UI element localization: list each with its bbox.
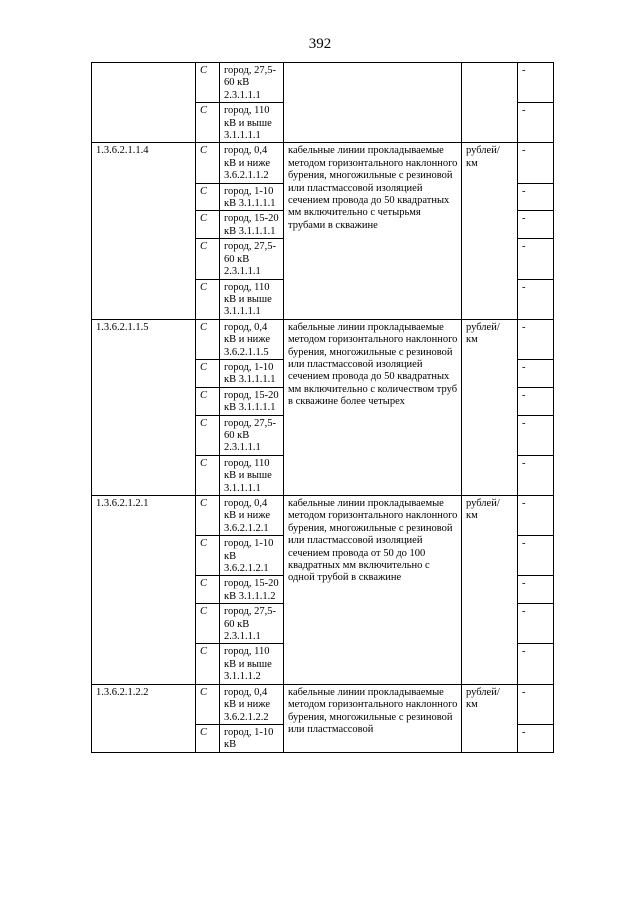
unit-cell: рублей/ км xyxy=(462,319,518,495)
tariff-table xyxy=(91,62,554,753)
code-cell: 1.3.6.2.1.2.1 xyxy=(92,496,196,685)
unit-cell: рублей/ км xyxy=(462,684,518,752)
area-cell: город, 110 кВ и выше 3.1.1.1.2 xyxy=(220,644,284,684)
value-cell: - xyxy=(518,604,554,644)
unit-cell xyxy=(462,63,518,143)
unit-cell: рублей/ км xyxy=(462,143,518,319)
area-cell: город, 1-10 кВ 3.1.1.1.1 xyxy=(220,183,284,211)
category-cell: С xyxy=(196,415,220,455)
area-cell: город, 0,4 кВ и ниже 3.6.2.1.1.5 xyxy=(220,319,284,359)
area-cell: город, 15-20 кВ 3.1.1.1.1 xyxy=(220,387,284,415)
value-cell: - xyxy=(518,279,554,319)
category-cell: С xyxy=(196,183,220,211)
value-cell: - xyxy=(518,359,554,387)
area-cell: город, 27,5-60 кВ 2.3.1.1.1 xyxy=(220,239,284,279)
table-row xyxy=(92,684,554,724)
category-cell: С xyxy=(196,576,220,604)
area-cell: город, 1-10 кВ 3.1.1.1.1 xyxy=(220,359,284,387)
category-cell: С xyxy=(196,319,220,359)
value-cell: - xyxy=(518,496,554,536)
value-cell: - xyxy=(518,724,554,752)
category-cell: С xyxy=(196,604,220,644)
value-cell: - xyxy=(518,684,554,724)
category-cell: С xyxy=(196,536,220,576)
table-row xyxy=(92,143,554,183)
page-number: 392 xyxy=(308,36,332,52)
category-cell: С xyxy=(196,239,220,279)
value-cell: - xyxy=(518,319,554,359)
category-cell: С xyxy=(196,103,220,143)
area-cell: город, 1-10 кВ 3.6.2.1.2.1 xyxy=(220,536,284,576)
description-cell: кабельные линии прокладываемые методом горизонтального наклонного бурения, многожильные с резиновой или пластмассовой xyxy=(284,684,462,752)
category-cell: С xyxy=(196,496,220,536)
code-cell: 1.3.6.2.1.1.4 xyxy=(92,143,196,319)
category-cell: С xyxy=(196,143,220,183)
value-cell: - xyxy=(518,183,554,211)
category-cell: С xyxy=(196,644,220,684)
unit-cell: рублей/ км xyxy=(462,496,518,685)
value-cell: - xyxy=(518,455,554,495)
value-cell: - xyxy=(518,211,554,239)
category-cell: С xyxy=(196,63,220,103)
area-cell: город, 15-20 кВ 3.1.1.1.1 xyxy=(220,211,284,239)
category-cell: С xyxy=(196,279,220,319)
area-cell: город, 27,5-60 кВ 2.3.1.1.1 xyxy=(220,604,284,644)
area-cell: город, 15-20 кВ 3.1.1.1.2 xyxy=(220,576,284,604)
value-cell: - xyxy=(518,415,554,455)
table-row xyxy=(92,319,554,359)
code-cell xyxy=(92,63,196,143)
description-cell: кабельные линии прокладываемые методом горизонтального наклонного бурения, многожильные с резиновой или пластмассовой изоляцией сечением провода от 50 до 100 квадратных мм включительно с одной трубой в скважине xyxy=(284,496,462,685)
code-cell: 1.3.6.2.1.2.2 xyxy=(92,684,196,752)
value-cell: - xyxy=(518,644,554,684)
category-cell: С xyxy=(196,455,220,495)
category-cell: С xyxy=(196,211,220,239)
category-cell: С xyxy=(196,359,220,387)
area-cell: город, 110 кВ и выше 3.1.1.1.1 xyxy=(220,103,284,143)
value-cell: - xyxy=(518,387,554,415)
table-row xyxy=(92,63,554,103)
description-cell: кабельные линии прокладываемые методом горизонтального наклонного бурения, многожильные с резиновой или пластмассовой изоляцией сечением провода до 50 квадратных мм включительно с количеством труб в скважине более четырех xyxy=(284,319,462,495)
area-cell: город, 27,5-60 кВ 2.3.1.1.1 xyxy=(220,63,284,103)
value-cell: - xyxy=(518,536,554,576)
area-cell: город, 1-10 кВ xyxy=(220,724,284,752)
area-cell: город, 110 кВ и выше 3.1.1.1.1 xyxy=(220,455,284,495)
value-cell: - xyxy=(518,143,554,183)
category-cell: С xyxy=(196,724,220,752)
value-cell: - xyxy=(518,103,554,143)
code-cell: 1.3.6.2.1.1.5 xyxy=(92,319,196,495)
area-cell: город, 110 кВ и выше 3.1.1.1.1 xyxy=(220,279,284,319)
value-cell: - xyxy=(518,239,554,279)
area-cell: город, 0,4 кВ и ниже 3.6.2.1.2.2 xyxy=(220,684,284,724)
area-cell: город, 0,4 кВ и ниже 3.6.2.1.2.1 xyxy=(220,496,284,536)
description-cell: кабельные линии прокладываемые методом горизонтального наклонного бурения, многожильные с резиновой или пластмассовой изоляцией сечением провода до 50 квадратных мм включительно с четырьмя трубами в скважине xyxy=(284,143,462,319)
description-cell xyxy=(284,63,462,143)
value-cell: - xyxy=(518,63,554,103)
table-row xyxy=(92,496,554,536)
value-cell: - xyxy=(518,576,554,604)
category-cell: С xyxy=(196,387,220,415)
area-cell: город, 0,4 кВ и ниже 3.6.2.1.1.2 xyxy=(220,143,284,183)
area-cell: город, 27,5-60 кВ 2.3.1.1.1 xyxy=(220,415,284,455)
category-cell: С xyxy=(196,684,220,724)
